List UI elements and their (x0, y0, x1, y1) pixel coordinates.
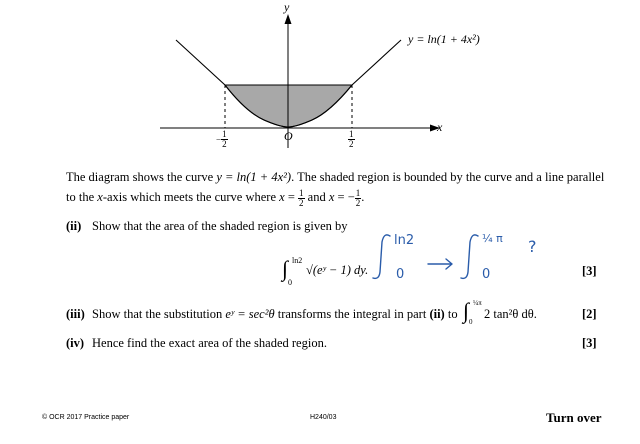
part-iii-text (92, 307, 458, 322)
intro-text-b: . The shaded region is bounded by the curve and a line parallel (291, 170, 605, 184)
part-iii-label: (iii) (66, 307, 85, 321)
intro-text-d: -axis which meets the curve where (102, 190, 280, 204)
y-axis-arrow (285, 14, 292, 24)
hand-lower-1: 0 (396, 267, 405, 282)
integral-sign-ii: ∫ (282, 256, 289, 281)
y-axis-label: y (284, 0, 290, 14)
intro-and: and (307, 190, 326, 204)
intro-line-1 (66, 166, 604, 188)
part-iii-integral-sign: ∫ (463, 298, 470, 323)
curve-label: y = ln(1 + 4x²) (408, 32, 480, 46)
part-iii-text-a: Show that the substitution (92, 307, 226, 321)
tick-right-fraction (348, 130, 355, 149)
part-ii-integrand: √(eʸ − 1) dy. (306, 263, 369, 277)
part-iv-marks: [3] (582, 336, 597, 350)
hand-upper-1: ln2 (394, 233, 415, 248)
part-iii-lower-limit: 0 (469, 318, 473, 326)
part-iii-text-b: transforms the integral in part (274, 307, 430, 321)
hand-arrow (428, 259, 452, 269)
intro-period: . (361, 190, 365, 204)
hand-integral-1 (373, 235, 390, 279)
part-ii-marks: [3] (582, 264, 597, 278)
tick-left-sign: − (216, 134, 222, 145)
hand-integral-2 (461, 235, 478, 279)
footer-paper-code: H240/03 (310, 414, 337, 421)
curve-diagram (0, 0, 640, 160)
footer-turn-over: Turn over (546, 410, 602, 425)
origin-label: O (284, 129, 293, 143)
part-iv-text: Hence find the exact area of the shaded region. (92, 336, 327, 350)
tick-left-fraction (221, 130, 228, 149)
part-iv-label: (iv) (66, 336, 85, 350)
tick-label-left (216, 130, 228, 149)
intro-x: x (97, 190, 103, 204)
x-axis-label: x (437, 120, 443, 134)
part-ii-label: (ii) (66, 219, 82, 233)
part-iii-upper-limit: ¼π (473, 299, 482, 307)
intro-text-c: to the (66, 190, 98, 204)
part-ii-text: Show that the area of the shaded region is given by (92, 219, 348, 233)
part-ii-lower-limit: 0 (288, 278, 292, 287)
part-ii-upper-limit: ln2 (292, 256, 303, 265)
tick-label-right (348, 130, 355, 149)
part-iii-ref: (ii) (429, 307, 445, 321)
hand-question: ? (528, 237, 537, 256)
tick-left-den: 2 (222, 139, 227, 149)
tick-right-den: 2 (349, 139, 354, 149)
hand-lower-2: 0 (482, 267, 491, 282)
part-iii-integrand: 2 tan²θ dθ. (484, 307, 537, 321)
tick-left-num: 1 (222, 129, 227, 139)
intro-equation: y = ln(1 + 4x²) (216, 170, 292, 184)
handwritten-annotation (360, 228, 560, 288)
intro-text-a: The diagram shows the curve (66, 170, 217, 184)
intro-line-2: to the x-axis which meets the curve where x = $\frac{1}{2}$ and x = − $\frac{1}{2}$ . (66, 187, 365, 208)
footer-copyright: © OCR 2017 Practice paper (42, 414, 130, 421)
tick-right-num: 1 (349, 129, 354, 139)
part-iii-subst: eʸ = sec²θ (225, 307, 275, 321)
hand-upper-2: ¼ π (482, 232, 503, 245)
part-iii-marks: [2] (582, 307, 597, 321)
part-iii-text-c: to (444, 307, 458, 321)
